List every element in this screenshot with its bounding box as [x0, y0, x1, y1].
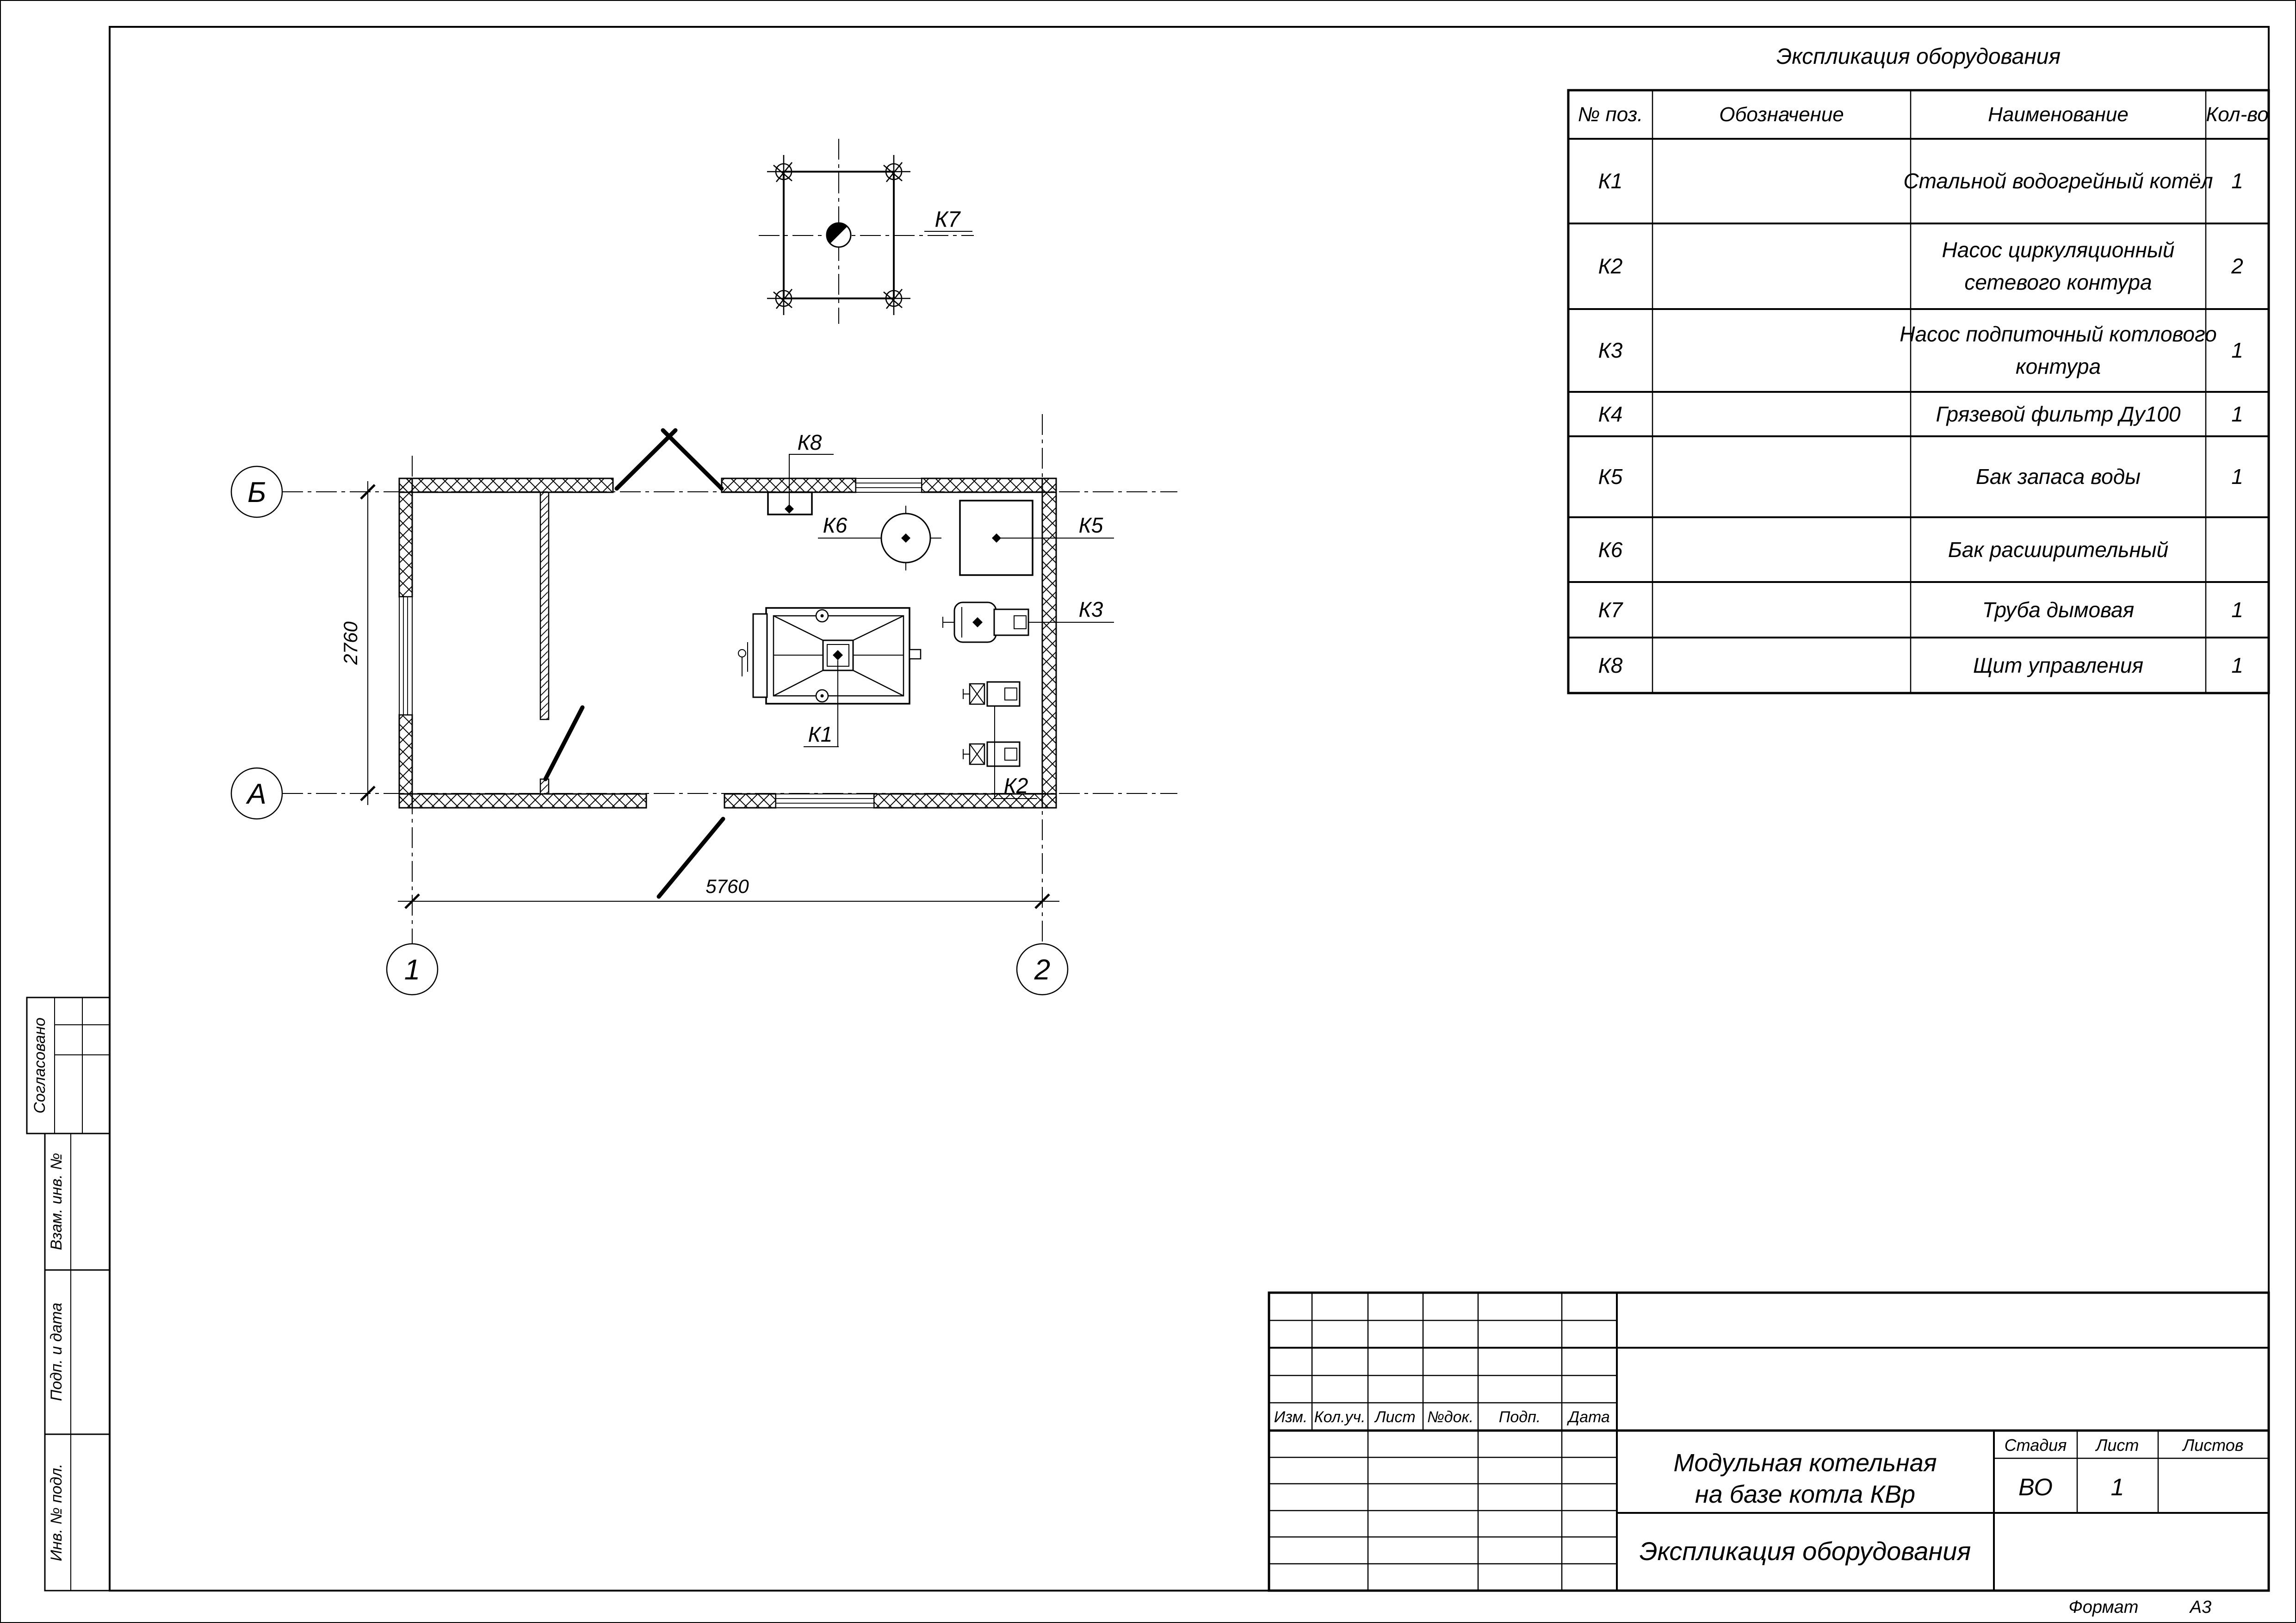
window-top [856, 478, 922, 492]
axis-label-b: Б [247, 477, 266, 508]
sheet-label: Лист [2096, 1436, 2139, 1455]
sheets-label: Листов [2183, 1436, 2244, 1455]
table-cell-qty: 1 [2231, 338, 2243, 362]
equipment-label-k8: К8 [797, 430, 822, 454]
table-cell-name: Стальной водогрейный котёл [1903, 169, 2213, 193]
table-cell-pos: К4 [1598, 402, 1623, 426]
table-cell-pos: К3 [1598, 338, 1623, 362]
format-value: А3 [2190, 1598, 2212, 1617]
table-cell-qty: 1 [2231, 653, 2243, 677]
table-cell-pos: К6 [1598, 538, 1623, 562]
table-cell-pos: К5 [1598, 465, 1623, 489]
stage-value: ВО [2018, 1474, 2053, 1501]
table-cell-qty: 1 [2231, 465, 2243, 489]
project-title-line1: Модульная котельная [1673, 1449, 1937, 1477]
equipment-label-k7: К7 [934, 207, 960, 232]
axis-label-a: А [247, 778, 266, 810]
window-bottom [776, 794, 874, 808]
table-cell-name: Грязевой фильтр Ду100 [1936, 402, 2181, 426]
rev-header-podp: Подп. [1498, 1408, 1541, 1426]
table-cell-name: контура [2015, 354, 2101, 378]
table-cell-name: Насос подпиточный котлового [1900, 322, 2217, 346]
table-cell-pos: К8 [1598, 653, 1623, 677]
margin-label-inv-orig: Инв. № подл. [48, 1463, 65, 1561]
col-header-name: Наименование [1988, 103, 2129, 126]
rev-header-data: Дата [1568, 1408, 1610, 1426]
table-cell-qty: 2 [2231, 254, 2243, 278]
equipment-label-k3: К3 [1078, 597, 1103, 621]
margin-label-replace-inv: Взам. инв. № [48, 1152, 65, 1251]
col-header-pos: № поз. [1578, 103, 1643, 126]
rev-header-list: Лист [1375, 1408, 1416, 1426]
dimension-horizontal: 5760 [706, 875, 749, 897]
table-cell-qty: 1 [2231, 169, 2243, 193]
axis-label-2: 2 [1034, 954, 1051, 986]
table-cell-pos: К1 [1598, 169, 1623, 193]
stage-label: Стадия [2004, 1436, 2067, 1455]
table-cell-qty: 1 [2231, 598, 2243, 622]
margin-label-agreed: Согласовано [31, 1017, 49, 1114]
format-label: Формат [2068, 1598, 2139, 1617]
table-cell-name: сетевого контура [1964, 270, 2152, 294]
table-cell-name: Насос циркуляционный [1942, 238, 2175, 262]
table-cell-pos: К7 [1598, 598, 1623, 622]
table-cell-name: Бак запаса воды [1975, 465, 2141, 489]
equipment-label-k5: К5 [1078, 513, 1103, 537]
doc-title: Экспликация оборудования [1639, 1536, 1971, 1566]
project-title-line2: на базе котла КВр [1695, 1481, 1916, 1508]
equipment-label-k2: К2 [1003, 774, 1028, 798]
sheet-value: 1 [2110, 1474, 2124, 1501]
col-header-designation: Обозначение [1719, 103, 1844, 126]
dimension-vertical: 2760 [340, 621, 361, 665]
equipment-table-title: Экспликация оборудования [1776, 44, 2061, 69]
table-cell-name: Бак расширительный [1948, 538, 2169, 562]
rev-header-koluch: Кол.уч. [1314, 1408, 1366, 1426]
equipment-label-k6: К6 [823, 513, 848, 537]
table-cell-pos: К2 [1598, 254, 1623, 278]
col-header-qty: Кол-во [2206, 103, 2269, 126]
rev-header-ndok: №док. [1427, 1408, 1474, 1426]
table-cell-name: Труба дымовая [1982, 598, 2135, 622]
window-left [399, 597, 412, 715]
equipment-label-k1: К1 [808, 722, 833, 746]
rev-header-izm: Изм. [1274, 1408, 1308, 1426]
table-cell-qty: 1 [2231, 402, 2243, 426]
margin-label-sign-date: Подп. и дата [48, 1302, 65, 1401]
table-cell-name: Щит управления [1973, 653, 2144, 677]
axis-label-1: 1 [404, 954, 421, 986]
